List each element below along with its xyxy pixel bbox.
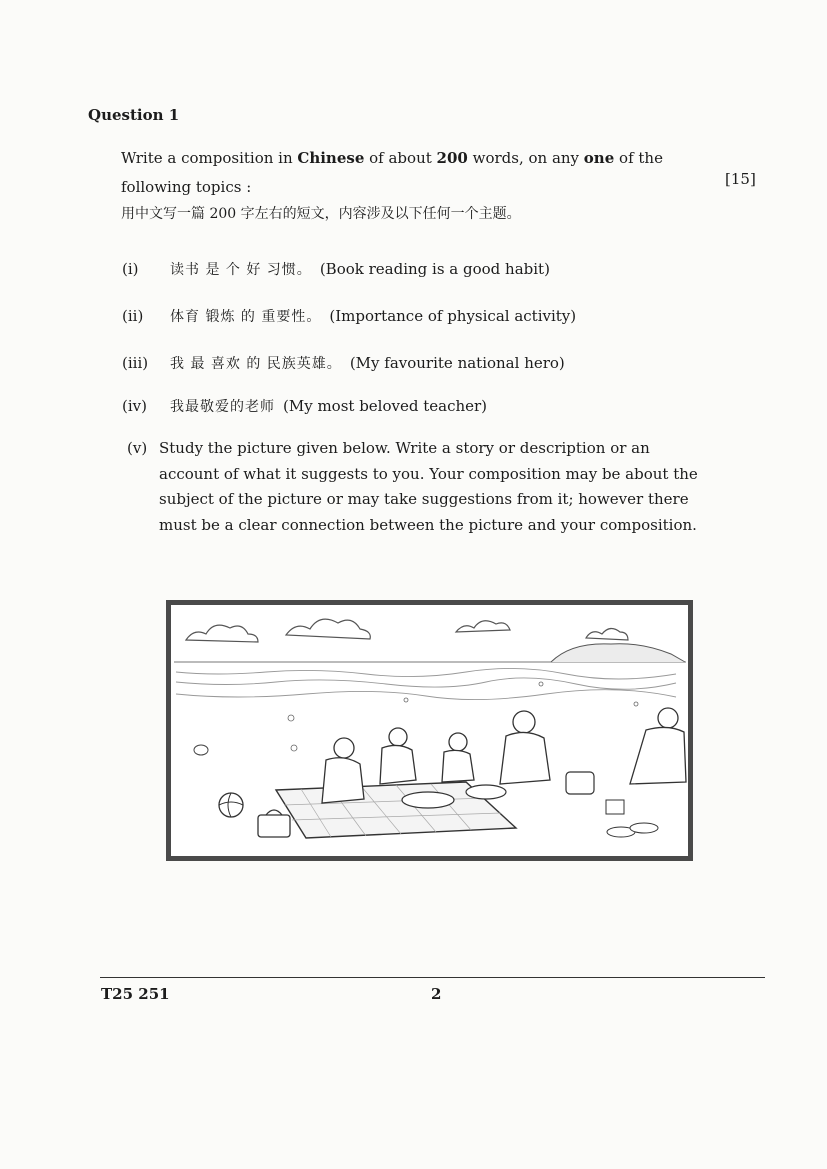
option-number: (i) xyxy=(122,260,139,278)
intro-text-part: Write a composition in xyxy=(121,149,298,167)
intro-text-part: of about xyxy=(364,149,437,167)
option-english: (My favourite national hero) xyxy=(349,354,565,372)
option-english: (My most beloved teacher) xyxy=(283,397,488,415)
option-5 xyxy=(127,436,707,538)
option-chinese: 我最敬爱的老师 xyxy=(170,399,275,415)
intro-text-part: of the following topics : xyxy=(121,149,663,196)
beach-picnic-picture xyxy=(166,600,693,861)
paper-code: T25 251 xyxy=(101,985,170,1003)
option-4 xyxy=(122,396,487,416)
intro-text-part: words, on any xyxy=(467,149,584,167)
instruction-chinese: 用中文写一篇 200 字左右的短文，内容涉及以下任何一个主题。 xyxy=(121,206,521,222)
option-english: (Importance of physical activity) xyxy=(329,307,577,325)
footer-divider xyxy=(100,977,765,978)
page-number: 2 xyxy=(431,985,442,1003)
option-number: (iv) xyxy=(122,397,147,415)
marks-label: [15] xyxy=(725,170,756,188)
option-1 xyxy=(122,259,550,279)
option-3 xyxy=(122,353,565,373)
option-english: (Book reading is a good habit) xyxy=(319,260,550,278)
intro-language: Chinese xyxy=(297,149,365,167)
option-2 xyxy=(122,306,576,326)
intro-one: one xyxy=(583,149,615,167)
option-number: (iii) xyxy=(122,354,149,372)
option-number: (ii) xyxy=(122,307,144,325)
option-number: (v) xyxy=(127,439,148,457)
intro-word-count: 200 xyxy=(436,149,468,167)
instruction-text xyxy=(121,144,701,202)
option-chinese: 我 最 喜欢 的 民族英雄。 xyxy=(170,356,342,372)
option-chinese: 读书 是 个 好 习惯。 xyxy=(170,262,312,278)
option-english: Study the picture given below. Write a story or description or an account of what it suggests to you. Your composition may be about the subject of the picture or may take suggestions from it; however there must be a clear connection between the picture and your composition. xyxy=(159,439,698,534)
question-title: Question 1 xyxy=(88,106,180,124)
option-chinese: 体育 锻炼 的 重要性。 xyxy=(170,309,322,325)
